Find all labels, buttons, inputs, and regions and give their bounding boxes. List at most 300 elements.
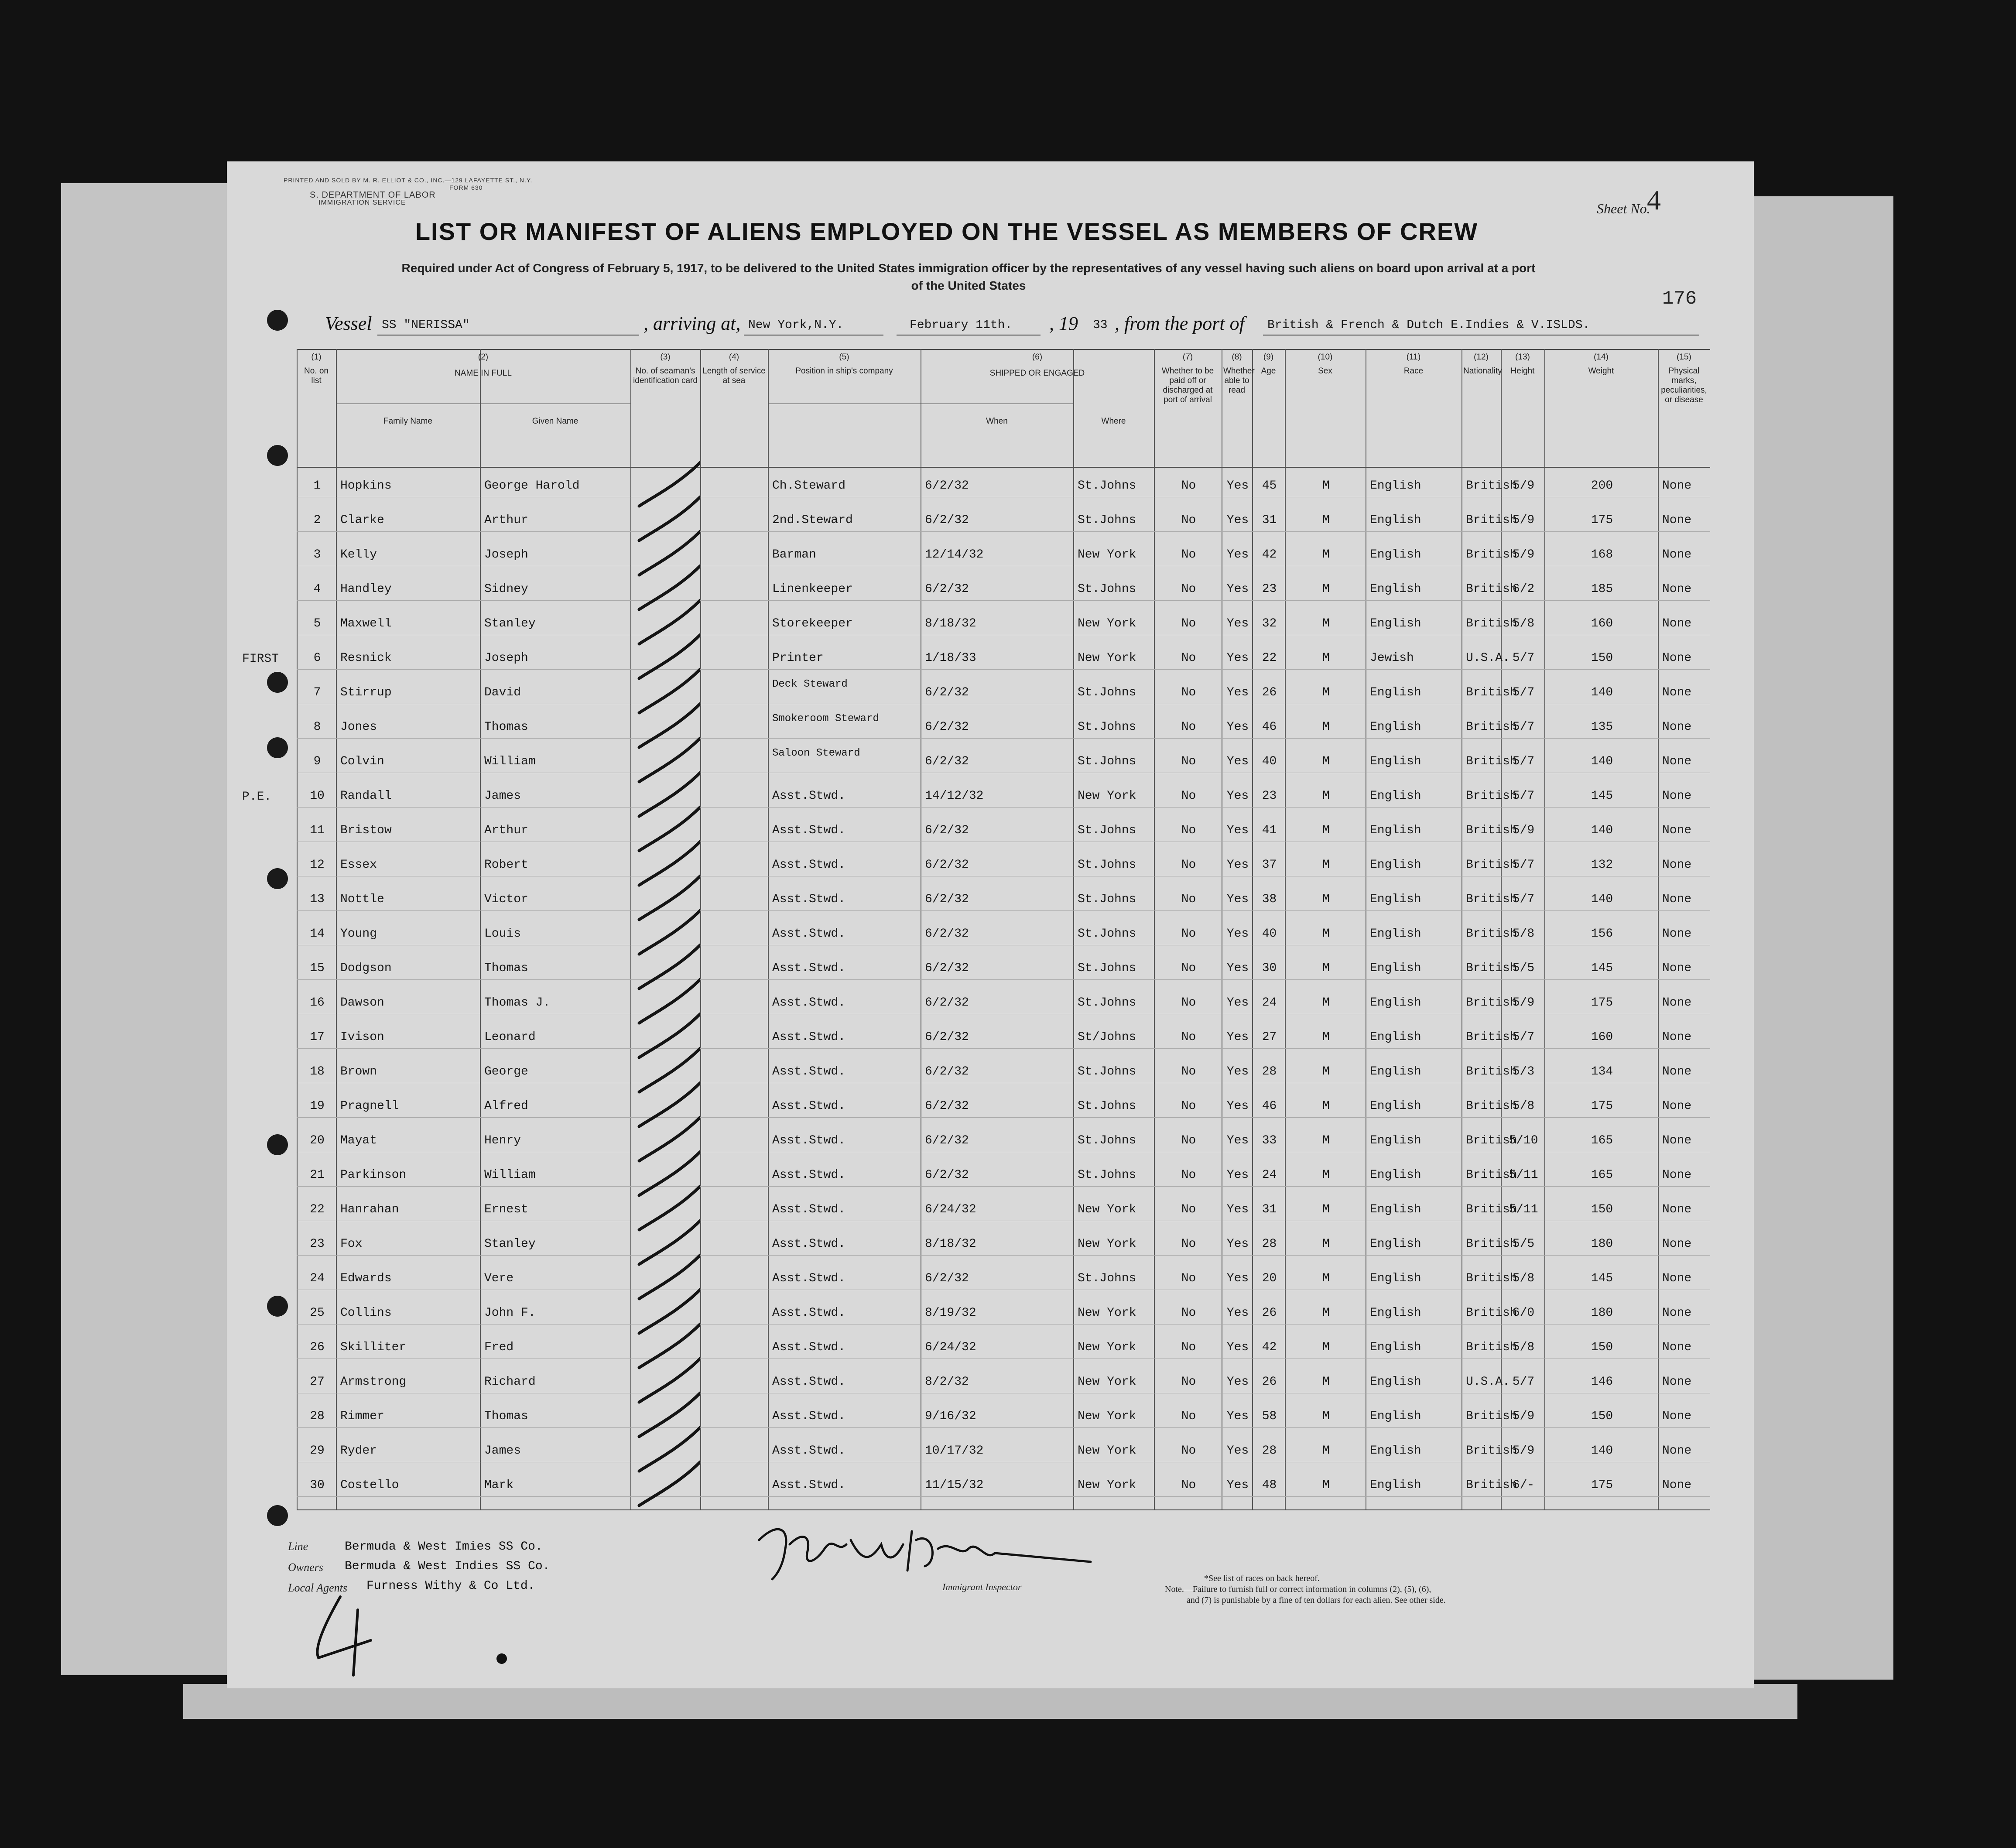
cell-height: 6/- [1512,1478,1535,1492]
cell-marks: None [1662,1375,1692,1389]
cell-family: Bristow [340,824,392,837]
check-stroke [639,531,700,575]
cell-age: 20 [1262,1272,1277,1285]
cell-age: 31 [1262,1203,1277,1216]
cell-when: 8/2/32 [925,1375,969,1389]
cell-nat: British [1466,686,1517,699]
cell-sex: M [1322,651,1330,665]
cell-weight: 200 [1591,479,1613,493]
cell-no: 19 [310,1099,325,1113]
cell-family: Fox [340,1237,363,1251]
cell-given: Victor [484,893,528,906]
cell-no: 4 [313,582,321,596]
cell-race: English [1370,1478,1421,1492]
cell-nat: British [1466,582,1517,596]
cell-marks: None [1662,479,1692,493]
cell-given: Arthur [484,513,528,527]
column-header: Weight [1588,366,1614,376]
cell-weight: 156 [1591,927,1613,941]
cell-paid: No [1181,824,1196,837]
cell-paid: No [1181,789,1196,803]
cell-weight: 180 [1591,1306,1613,1320]
cell-weight: 165 [1591,1134,1613,1147]
cell-read: Yes [1226,1410,1249,1423]
cell-no: 14 [310,927,325,941]
cell-sex: M [1322,1410,1330,1423]
cell-given: Louis [484,927,521,941]
cell-position: Asst.Stwd. [772,1099,846,1113]
cell-sex: M [1322,1341,1330,1354]
check-stroke [639,669,700,713]
cell-height: 5/9 [1512,996,1535,1010]
cell-nat: British [1466,1237,1517,1251]
cell-nat: British [1466,996,1517,1010]
cell-read: Yes [1226,1237,1249,1251]
cell-height: 6/0 [1512,1306,1535,1320]
cell-no: 20 [310,1134,325,1147]
cell-paid: No [1181,1410,1196,1423]
check-stroke [639,1152,700,1195]
cell-nat: British [1466,1203,1517,1216]
cell-read: Yes [1226,1272,1249,1285]
manifest-page [227,161,1754,1688]
cell-marks: None [1662,513,1692,527]
cell-age: 26 [1262,1306,1277,1320]
cell-sex: M [1322,858,1330,872]
cell-marks: None [1662,1099,1692,1113]
vessel-name: SS "NERISSA" [382,318,470,332]
cell-race: English [1370,548,1421,561]
cell-family: Nottle [340,893,384,906]
cell-nat: British [1466,479,1517,493]
cell-where: St.Johns [1078,1168,1136,1182]
cell-race: English [1370,1272,1421,1285]
check-stroke [639,1014,700,1057]
cell-sex: M [1322,1134,1330,1147]
cell-position: 2nd.Steward [772,513,853,527]
column-number: (12) [1474,352,1489,362]
cell-family: Collins [340,1306,392,1320]
cell-position: Saloon Steward [772,747,860,759]
cell-height: 5/10 [1509,1134,1538,1147]
cell-family: Dawson [340,996,384,1010]
cell-read: Yes [1226,1341,1249,1354]
cell-race: English [1370,1099,1421,1113]
cell-when: 6/24/32 [925,1203,976,1216]
column-number: (8) [1232,352,1242,362]
cell-race: English [1370,1168,1421,1182]
cell-weight: 150 [1591,1341,1613,1354]
cell-position: Storekeeper [772,617,853,630]
cell-position: Asst.Stwd. [772,824,846,837]
cell-no: 15 [310,962,325,975]
cell-when: 8/18/32 [925,1237,976,1251]
cell-marks: None [1662,720,1692,734]
cell-family: Pragnell [340,1099,399,1113]
cell-where: St.Johns [1078,1065,1136,1078]
cell-where: New York [1078,789,1136,803]
cell-weight: 175 [1591,513,1613,527]
cell-height: 5/7 [1512,720,1535,734]
cell-height: 5/7 [1512,686,1535,699]
cell-where: New York [1078,1444,1136,1458]
cell-no: 12 [310,858,325,872]
check-stroke [639,1221,700,1264]
page-subtitle: Required under Act of Congress of February 5, 1917, to be delivered to the United States immigration officer by the representatives of any vessel having such aliens on board upon arrival at a port of the United States [401,261,1536,292]
cell-race: English [1370,1306,1421,1320]
cell-sex: M [1322,720,1330,734]
cell-sex: M [1322,1065,1330,1078]
cell-nat: British [1466,1478,1517,1492]
cell-race: English [1370,1375,1421,1389]
cell-when: 6/2/32 [925,824,969,837]
cell-weight: 140 [1591,893,1613,906]
cell-position: Asst.Stwd. [772,1478,846,1492]
cell-when: 12/14/32 [925,548,984,561]
cell-family: Skilliter [340,1341,407,1354]
cell-paid: No [1181,1065,1196,1078]
cell-read: Yes [1226,1030,1249,1044]
cell-no: 11 [310,824,325,837]
cell-when: 6/2/32 [925,1099,969,1113]
check-stroke [639,1048,700,1092]
cell-paid: No [1181,1272,1196,1285]
cell-sex: M [1322,1478,1330,1492]
cell-when: 11/15/32 [925,1478,984,1492]
cell-read: Yes [1226,548,1249,561]
cell-read: Yes [1226,1478,1249,1492]
cell-family: Resnick [340,651,392,665]
cell-marks: None [1662,1306,1692,1320]
cell-where: St.Johns [1078,893,1136,906]
cell-marks: None [1662,893,1692,906]
check-stroke [639,945,700,989]
cell-where: St.Johns [1078,1099,1136,1113]
cell-read: Yes [1226,479,1249,493]
cell-sex: M [1322,996,1330,1010]
column-number: (1) [311,352,322,362]
check-stroke [639,842,700,885]
punch-hole [267,310,288,331]
cell-given: Robert [484,858,528,872]
cell-nat: British [1466,824,1517,837]
cell-height: 5/7 [1512,858,1535,872]
cell-age: 22 [1262,651,1277,665]
cell-weight: 140 [1591,1444,1613,1458]
cell-when: 6/2/32 [925,479,969,493]
cell-sex: M [1322,1272,1330,1285]
cell-position: Deck Steward [772,678,848,690]
column-header: Nationality [1463,366,1502,376]
cell-weight: 165 [1591,1168,1613,1182]
cell-paid: No [1181,686,1196,699]
cell-no: 7 [313,686,321,699]
cell-weight: 150 [1591,1410,1613,1423]
cell-age: 37 [1262,858,1277,872]
cell-given: Leonard [484,1030,536,1044]
cell-age: 26 [1262,1375,1277,1389]
cell-family: Essex [340,858,377,872]
cell-marks: None [1662,1065,1692,1078]
column-number: (9) [1263,352,1274,362]
cell-given: Mark [484,1478,514,1492]
cell-height: 5/7 [1512,755,1535,768]
cell-paid: No [1181,720,1196,734]
cell-where: New York [1078,1375,1136,1389]
cell-race: English [1370,1065,1421,1078]
cell-sex: M [1322,1375,1330,1389]
cell-sex: M [1322,1168,1330,1182]
line-value: Bermuda & West Imies SS Co. [345,1540,543,1554]
cell-when: 6/2/32 [925,720,969,734]
cell-read: Yes [1226,1203,1249,1216]
cell-race: English [1370,686,1421,699]
cell-when: 8/19/32 [925,1306,976,1320]
cell-where: St.Johns [1078,513,1136,527]
cell-age: 24 [1262,996,1277,1010]
cell-nat: British [1466,893,1517,906]
cell-sex: M [1322,1099,1330,1113]
cell-height: 5/9 [1512,824,1535,837]
cell-when: 6/2/32 [925,582,969,596]
cell-when: 6/2/32 [925,686,969,699]
cell-where: New York [1078,1341,1136,1354]
cell-paid: No [1181,996,1196,1010]
owners-value: Bermuda & West Indies SS Co. [345,1560,550,1573]
column-header: Height [1510,366,1535,376]
cell-height: 5/9 [1512,513,1535,527]
cell-age: 32 [1262,617,1277,630]
cell-family: Maxwell [340,617,392,630]
cell-weight: 140 [1591,686,1613,699]
cell-when: 6/2/32 [925,893,969,906]
check-stroke [639,497,700,541]
cell-marks: None [1662,1410,1692,1423]
cell-family: Randall [340,789,392,803]
cell-where: St.Johns [1078,582,1136,596]
column-number: (5) [839,352,849,362]
cell-race: English [1370,858,1421,872]
cell-position: Ch.Steward [772,479,846,493]
cell-paid: No [1181,479,1196,493]
cell-position: Printer [772,651,824,665]
cell-nat: British [1466,1099,1517,1113]
cell-position: Asst.Stwd. [772,962,846,975]
cell-given: George Harold [484,479,580,493]
cell-given: William [484,755,536,768]
cell-read: Yes [1226,858,1249,872]
cell-no: 16 [310,996,325,1010]
cell-age: 23 [1262,582,1277,596]
cell-no: 13 [310,893,325,906]
agents-label: Local Agents [288,1581,348,1594]
cell-no: 22 [310,1203,325,1216]
check-stroke [639,1427,700,1471]
check-stroke [639,1359,700,1402]
cell-height: 5/7 [1512,1375,1535,1389]
cell-marks: None [1662,1237,1692,1251]
cell-where: St.Johns [1078,824,1136,837]
cell-family: Stirrup [340,686,392,699]
cell-family: Costello [340,1478,399,1492]
check-stroke [639,738,700,782]
right-background-page [1754,196,1893,1680]
cell-paid: No [1181,858,1196,872]
cell-race: English [1370,513,1421,527]
cell-race: English [1370,1030,1421,1044]
cell-sex: M [1322,789,1330,803]
cell-nat: British [1466,617,1517,630]
cell-age: 40 [1262,927,1277,941]
cell-paid: No [1181,1306,1196,1320]
page-title: LIST OR MANIFEST OF ALIENS EMPLOYED ON THE VESSEL AS MEMBERS OF CREW [415,218,1479,245]
cell-no: 5 [313,617,321,630]
column-number: (11) [1406,352,1421,362]
cell-no: 17 [310,1030,325,1044]
cell-when: 6/2/32 [925,755,969,768]
cell-read: Yes [1226,1444,1249,1458]
cell-nat: British [1466,1065,1517,1078]
cell-when: 6/24/32 [925,1341,976,1354]
cell-where: New York [1078,1410,1136,1423]
cell-nat: British [1466,927,1517,941]
line-label: Line [288,1540,308,1553]
cell-family: Hanrahan [340,1203,399,1216]
cell-nat: British [1466,1134,1517,1147]
cell-position: Asst.Stwd. [772,893,846,906]
cell-race: English [1370,1410,1421,1423]
cell-paid: No [1181,893,1196,906]
cell-weight: 140 [1591,824,1613,837]
cell-read: Yes [1226,789,1249,803]
cell-no: 9 [313,755,321,768]
cell-age: 45 [1262,479,1277,493]
cell-where: St.Johns [1078,720,1136,734]
check-stroke [639,876,700,920]
cell-nat: British [1466,1272,1517,1285]
cell-weight: 175 [1591,996,1613,1010]
cell-given: Thomas [484,962,528,975]
cell-read: Yes [1226,1306,1249,1320]
cell-weight: 175 [1591,1478,1613,1492]
cell-given: James [484,789,521,803]
cell-nat: British [1466,755,1517,768]
check-stroke [639,704,700,747]
column-header: Sex [1318,366,1332,376]
cell-weight: 185 [1591,582,1613,596]
cell-sex: M [1322,1444,1330,1458]
check-stroke [639,910,700,954]
inspector-signature [750,1514,1108,1592]
cell-race: English [1370,720,1421,734]
cell-sex: M [1322,582,1330,596]
cell-when: 6/2/32 [925,927,969,941]
cell-height: 5/8 [1512,1272,1535,1285]
column-header: No. on list [304,366,329,385]
cell-height: 5/11 [1509,1168,1538,1182]
cell-when: 6/2/32 [925,1272,969,1285]
year-prefix: , 19 [1049,313,1078,334]
cell-no: 8 [313,720,321,734]
column-number: (3) [660,352,671,362]
cell-where: St.Johns [1078,1134,1136,1147]
column-subheader: Given Name [532,417,578,426]
cell-given: John F. [484,1306,536,1320]
cell-position: Asst.Stwd. [772,1203,846,1216]
column-header: NAME IN FULL [455,369,512,378]
cell-read: Yes [1226,1099,1249,1113]
cell-where: St.Johns [1078,858,1136,872]
cell-race: Jewish [1370,651,1414,665]
column-subheader: When [986,417,1008,426]
cell-position: Asst.Stwd. [772,1237,846,1251]
cell-nat: British [1466,789,1517,803]
cell-given: Arthur [484,824,528,837]
cell-family: Ivison [340,1030,384,1044]
cell-sex: M [1322,479,1330,493]
column-number: (15) [1677,352,1691,362]
cell-age: 28 [1262,1237,1277,1251]
cell-weight: 140 [1591,755,1613,768]
cell-race: English [1370,824,1421,837]
cell-family: Rimmer [340,1410,384,1423]
inspector-label: Immigrant Inspector [942,1581,1022,1592]
cell-age: 48 [1262,1478,1277,1492]
stamp-number: 176 [1662,288,1697,310]
cell-marks: None [1662,1272,1692,1285]
cell-read: Yes [1226,651,1249,665]
cell-no: 2 [313,513,321,527]
cell-sex: M [1322,927,1330,941]
cell-when: 10/17/32 [925,1444,984,1458]
cell-race: English [1370,789,1421,803]
cell-sex: M [1322,548,1330,561]
cell-sex: M [1322,1030,1330,1044]
cell-family: Dodgson [340,962,392,975]
cell-age: 58 [1262,1410,1277,1423]
cell-paid: No [1181,1203,1196,1216]
cell-sex: M [1322,755,1330,768]
column-number: (13) [1515,352,1530,362]
cell-family: Edwards [340,1272,392,1285]
column-subheader: Family Name [383,417,432,426]
cell-marks: None [1662,1444,1692,1458]
cell-read: Yes [1226,1168,1249,1182]
sheet-number: Sheet No. 4 [1597,185,1661,216]
cell-read: Yes [1226,1375,1249,1389]
column-number: (2) [478,352,489,362]
cell-sex: M [1322,824,1330,837]
cell-given: Thomas J. [484,996,551,1010]
column-header: Age [1261,366,1276,376]
cell-marks: None [1662,996,1692,1010]
cell-no: 18 [310,1065,325,1078]
cell-paid: No [1181,548,1196,561]
cell-given: George [484,1065,528,1078]
cell-race: English [1370,1203,1421,1216]
cell-age: 46 [1262,1099,1277,1113]
cell-position: Asst.Stwd. [772,789,846,803]
cell-paid: No [1181,513,1196,527]
column-number: (14) [1594,352,1609,362]
column-header: SHIPPED OR ENGAGED [989,369,1085,378]
cell-read: Yes [1226,513,1249,527]
cell-marks: None [1662,617,1692,630]
cell-sex: M [1322,893,1330,906]
cell-height: 5/9 [1512,1444,1535,1458]
cell-height: 5/7 [1512,789,1535,803]
cell-given: Vere [484,1272,514,1285]
